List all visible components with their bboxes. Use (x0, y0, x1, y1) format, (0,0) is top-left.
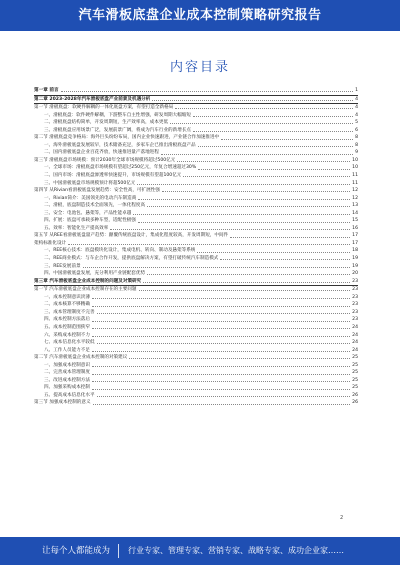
toc-entry-label: 第二节 滑板底盘竞争格局：海外巨头纷纷布局，国内企业快速跟进，产业链合作加速推进中 (34, 135, 220, 141)
toc-leader-dots (93, 404, 351, 405)
toc-entry-label: 一、Rivian简介：美国领先的电动汽车制造商 (44, 195, 137, 201)
toc-leader-dots (138, 199, 350, 200)
toc-entry[interactable] (34, 96, 358, 105)
footer-slogan: 让每个人都能成为 (42, 546, 111, 556)
toc-entry-label: 三、安全：电池包、悬架等，产品性能卓越 (44, 210, 132, 216)
toc-entry-page: 8 (355, 142, 358, 148)
toc-entry-page: 10 (352, 157, 358, 163)
toc-entry-label: 三、中国滑板底盘市场规模预计将超500亿元 (44, 180, 136, 186)
toc-entry-page: 4 (355, 96, 358, 102)
toc-entry-page: 9 (355, 150, 358, 156)
toc-entry-page: 25 (352, 377, 358, 383)
toc-entry-label: 第一节 滑板底盘：软硬件解耦的一体化底盘方案，有望打造全新格局 (34, 105, 174, 111)
toc-entry-label: 第三节 加强成本控制的意义 (34, 400, 91, 406)
toc-entry-page: 19 (352, 263, 358, 269)
toc-entry[interactable] (34, 278, 358, 287)
toc-entry-page: 12 (352, 195, 358, 201)
toc-leader-dots (133, 214, 350, 215)
toc-entry[interactable] (34, 112, 358, 120)
toc-entry[interactable] (34, 149, 358, 157)
toc-entry-page: 25 (352, 362, 358, 368)
toc-entry-label: 第二章 2023-2028年汽车滑板底盘产业前景及机遇分析 (34, 96, 151, 102)
toc-entry-label: 五、成本控制范围狭窄 (44, 324, 90, 330)
toc-entry-page: 5 (355, 120, 358, 126)
toc-entry-page: 4 (355, 112, 358, 118)
toc-entry-page: 10 (352, 165, 358, 171)
toc-entry-page: 6 (355, 127, 358, 133)
toc-entry-page: 23 (352, 287, 358, 293)
toc-entry-page: 15 (352, 218, 358, 224)
toc-entry[interactable] (34, 157, 358, 165)
toc-leader-dots (161, 154, 353, 155)
toc-entry-page: 17 (352, 240, 358, 246)
toc-entry[interactable] (34, 217, 358, 225)
toc-entry-label: 第五节 从REE看滑板底盘量产趋势：颠覆传统底盘设计，集成化程度较高，开发周期短，中间件 (34, 233, 229, 239)
toc-entry[interactable] (34, 369, 358, 377)
toc-leader-dots (92, 306, 350, 307)
toc-entry-page: 11 (352, 180, 358, 186)
toc-entry-page: 20 (352, 271, 358, 277)
toc-entry-page: 24 (352, 340, 358, 346)
toc-entry[interactable] (34, 225, 358, 233)
toc-entry-label: 一、滑板底盘：软件硬件解耦，下游整车自主性增强，研发周期大幅缩短 (44, 112, 192, 118)
toc-leader-dots (68, 244, 350, 245)
toc-entry[interactable] (34, 255, 358, 263)
toc-entry[interactable] (34, 210, 358, 218)
toc-leader-dots (138, 222, 350, 223)
toc-leader-dots (152, 100, 353, 101)
toc-entry-label: 一、REE核心技术：底盘模块化设计，集成电机、转向、制动及悬架等系统 (44, 248, 196, 254)
toc-entry-label: 二、REE商业模式：与车企合作开发，提供底盘解决方案，有望打破传统汽车制造模式 (44, 256, 219, 262)
toc-entry-label: 四、加强采购成本控制 (44, 385, 90, 391)
toc-entry[interactable] (34, 377, 358, 385)
toc-entry-label: 七、成本信息化水平较低 (44, 340, 95, 346)
toc-entry[interactable] (34, 392, 358, 400)
toc-leader-dots (193, 116, 353, 117)
toc-entry[interactable] (34, 195, 358, 203)
toc-entry[interactable] (34, 187, 358, 195)
toc-leader-dots (139, 290, 351, 291)
toc-entry-page: 26 (352, 392, 358, 398)
toc-leader-dots (92, 374, 350, 375)
toc-leader-dots (110, 229, 350, 230)
toc-leader-dots (129, 358, 350, 359)
toc-entry-page: 23 (352, 294, 358, 300)
toc-entry-page: 25 (352, 370, 358, 376)
toc-entry-label: 六、采购成本控制不力 (44, 332, 90, 338)
toc-leader-dots (177, 161, 350, 162)
footer-divider (118, 544, 119, 558)
toc-entry[interactable] (34, 134, 358, 142)
toc-entry[interactable] (34, 384, 358, 392)
toc-leader-dots (162, 191, 350, 192)
toc-leader-dots (92, 321, 350, 322)
toc-entry-label: 二、国内市场：滑板底盘渗透率快速提升，市场规模有望超100亿元 (44, 173, 182, 179)
toc-entry-label: 第一节 汽车滑板底盘企业成本控制存在的主要问题 (34, 287, 137, 293)
toc-entry-label: 架构标准化设计 (34, 240, 67, 246)
toc-leader-dots (220, 259, 350, 260)
toc-entry-page: 8 (355, 135, 358, 141)
toc-leader-dots (170, 123, 353, 124)
toc-entry-page: 4 (355, 105, 358, 111)
toc-leader-dots (230, 237, 350, 238)
toc-entry[interactable] (34, 399, 358, 407)
toc-leader-dots (143, 282, 350, 283)
toc-leader-dots (137, 184, 350, 185)
toc-entry-page: 25 (352, 355, 358, 361)
toc-entry-page: 13 (352, 203, 358, 209)
toc-entry-label: 二、国内滑板底盘企业百花齐放，快速推进量产落地进程 (44, 150, 159, 156)
toc-heading: 内容目录 (169, 60, 230, 75)
toc-entry[interactable] (34, 119, 358, 127)
toc-leader-dots (97, 396, 351, 397)
toc-entry[interactable] (34, 347, 358, 355)
toc-entry[interactable] (34, 127, 358, 135)
toc-entry[interactable] (34, 339, 358, 347)
toc-entry[interactable] (34, 316, 358, 324)
toc-entry-label: 第一章 前言 (34, 88, 59, 93)
toc-entry-label: 第三章 汽车滑板底盘企业成本控制的问题及对策研究 (34, 278, 142, 284)
footer-tagline: 行业专家、管理专家、营销专家、战略专家、成功企业家…… (128, 546, 344, 555)
toc-leader-dots (61, 91, 353, 92)
toc-leader-dots (221, 139, 353, 140)
toc-entry[interactable] (34, 301, 358, 309)
toc-leader-dots (198, 169, 350, 170)
toc-leader-dots (92, 336, 350, 337)
toc-entry[interactable] (34, 202, 358, 210)
toc-entry[interactable] (34, 324, 358, 332)
toc-entry-label: 三、改进成本控制方法 (44, 377, 90, 383)
toc-leader-dots (92, 389, 350, 390)
toc-entry[interactable] (34, 309, 358, 317)
toc-entry[interactable] (34, 332, 358, 340)
toc-leader-dots (147, 206, 350, 207)
toc-leader-dots (198, 146, 353, 147)
toc-leader-dots (92, 328, 350, 329)
toc-entry[interactable] (34, 104, 358, 112)
toc-entry-label: 第三节 滑板底盘市场规模：预计2030年全球市场规模将超过500亿元 (34, 157, 176, 163)
toc-entry-page: 25 (352, 385, 358, 391)
toc-leader-dots (92, 381, 350, 382)
toc-entry[interactable] (34, 142, 358, 150)
toc-entry-label: 第二节 汽车滑板底盘企业成本控制的对策建议 (34, 355, 128, 361)
toc-entry[interactable] (34, 247, 358, 255)
toc-entry-label: 三、滑板底盘应用场景广泛，发展前景广阔，将成为汽车行业的新增长点 (44, 127, 192, 133)
toc-entry-page: 24 (352, 347, 358, 353)
toc-leader-dots (147, 274, 350, 275)
toc-entry-label: 二、滑板底盘结构简单，开发周期短，生产效率高，成本更低 (44, 120, 169, 126)
toc-entry-page: 24 (352, 324, 358, 330)
table-of-contents (34, 87, 358, 407)
toc-entry[interactable] (34, 180, 358, 188)
toc-entry[interactable] (34, 164, 358, 172)
toc-entry-label: 一、海外滑板底盘发展较早，技术储备充足，多家车企已推出滑板底盘产品 (44, 142, 196, 148)
toc-entry-label: 五、效率：智能化生产提高效率 (44, 225, 109, 231)
toc-leader-dots (197, 252, 350, 253)
toc-entry-label: 第四节 从Rivian看滑板底盘发展趋势：安全性高，可扩展性强 (34, 188, 160, 194)
toc-entry[interactable] (34, 286, 358, 294)
toc-entry-page: 14 (352, 210, 358, 216)
toc-entry-page: 19 (352, 256, 358, 262)
toc-entry[interactable] (34, 232, 358, 240)
toc-entry[interactable] (34, 87, 358, 96)
toc-entry[interactable] (34, 354, 358, 362)
document-title: 汽车滑板底盘企业成本控制策略研究报告 (78, 8, 322, 23)
toc-entry-page: 23 (352, 302, 358, 308)
toc-leader-dots (193, 131, 353, 132)
toc-entry-label: 二、完善成本管理制度 (44, 370, 90, 376)
toc-entry-page: 1 (355, 88, 358, 93)
toc-entry[interactable] (34, 270, 358, 278)
toc-leader-dots (92, 351, 350, 352)
toc-entry-label: 四、成本控制方法落后 (44, 317, 90, 323)
toc-entry-page: 12 (352, 188, 358, 194)
toc-leader-dots (175, 108, 353, 109)
toc-entry[interactable] (34, 362, 358, 370)
toc-entry-label: 二、滑板，底盘制造技术全面领先，一体化程度高 (44, 203, 146, 209)
toc-entry-label: 四、中国滑板底盘发展，充分利用产业链配套优势 (44, 271, 146, 277)
toc-entry-page: 17 (352, 233, 358, 239)
toc-entry-label: 三、REE发展前景 (44, 263, 81, 269)
page-number: 2 (340, 515, 344, 521)
toc-leader-dots (83, 267, 351, 268)
toc-leader-dots (97, 343, 351, 344)
toc-entry-label: 八、工作人员能力不足 (44, 347, 90, 353)
toc-entry-page: 23 (352, 317, 358, 323)
toc-leader-dots (92, 298, 350, 299)
toc-entry-label: 五、提高成本信息化水平 (44, 392, 95, 398)
toc-entry-page: 24 (352, 332, 358, 338)
toc-entry-label: 四、扩展：底盘可承载多种车型，适配性极强 (44, 218, 136, 224)
toc-entry-label: 三、成本管理制度不完善 (44, 309, 95, 315)
toc-entry[interactable] (34, 263, 358, 271)
toc-entry-page: 16 (352, 225, 358, 231)
toc-entry-label: 一、全球市场：滑板底盘市场规模有望超过250亿元，年复合增速超过30% (44, 165, 197, 171)
toc-entry-page: 26 (352, 400, 358, 406)
toc-entry-page: 23 (352, 309, 358, 315)
toc-entry-label: 一、成本控制意识淡薄 (44, 294, 90, 300)
toc-entry[interactable] (34, 240, 358, 248)
toc-entry-page: 18 (352, 248, 358, 254)
toc-entry-page: 11 (352, 173, 358, 179)
toc-leader-dots (183, 176, 350, 177)
toc-entry-label: 一、加强成本控制意识 (44, 362, 90, 368)
toc-leader-dots (92, 366, 350, 367)
toc-entry-label: 二、成本核算不够精确 (44, 302, 90, 308)
toc-entry-page: 23 (352, 278, 358, 284)
toc-leader-dots (97, 313, 351, 314)
toc-entry[interactable] (34, 172, 358, 180)
toc-entry[interactable] (34, 294, 358, 302)
